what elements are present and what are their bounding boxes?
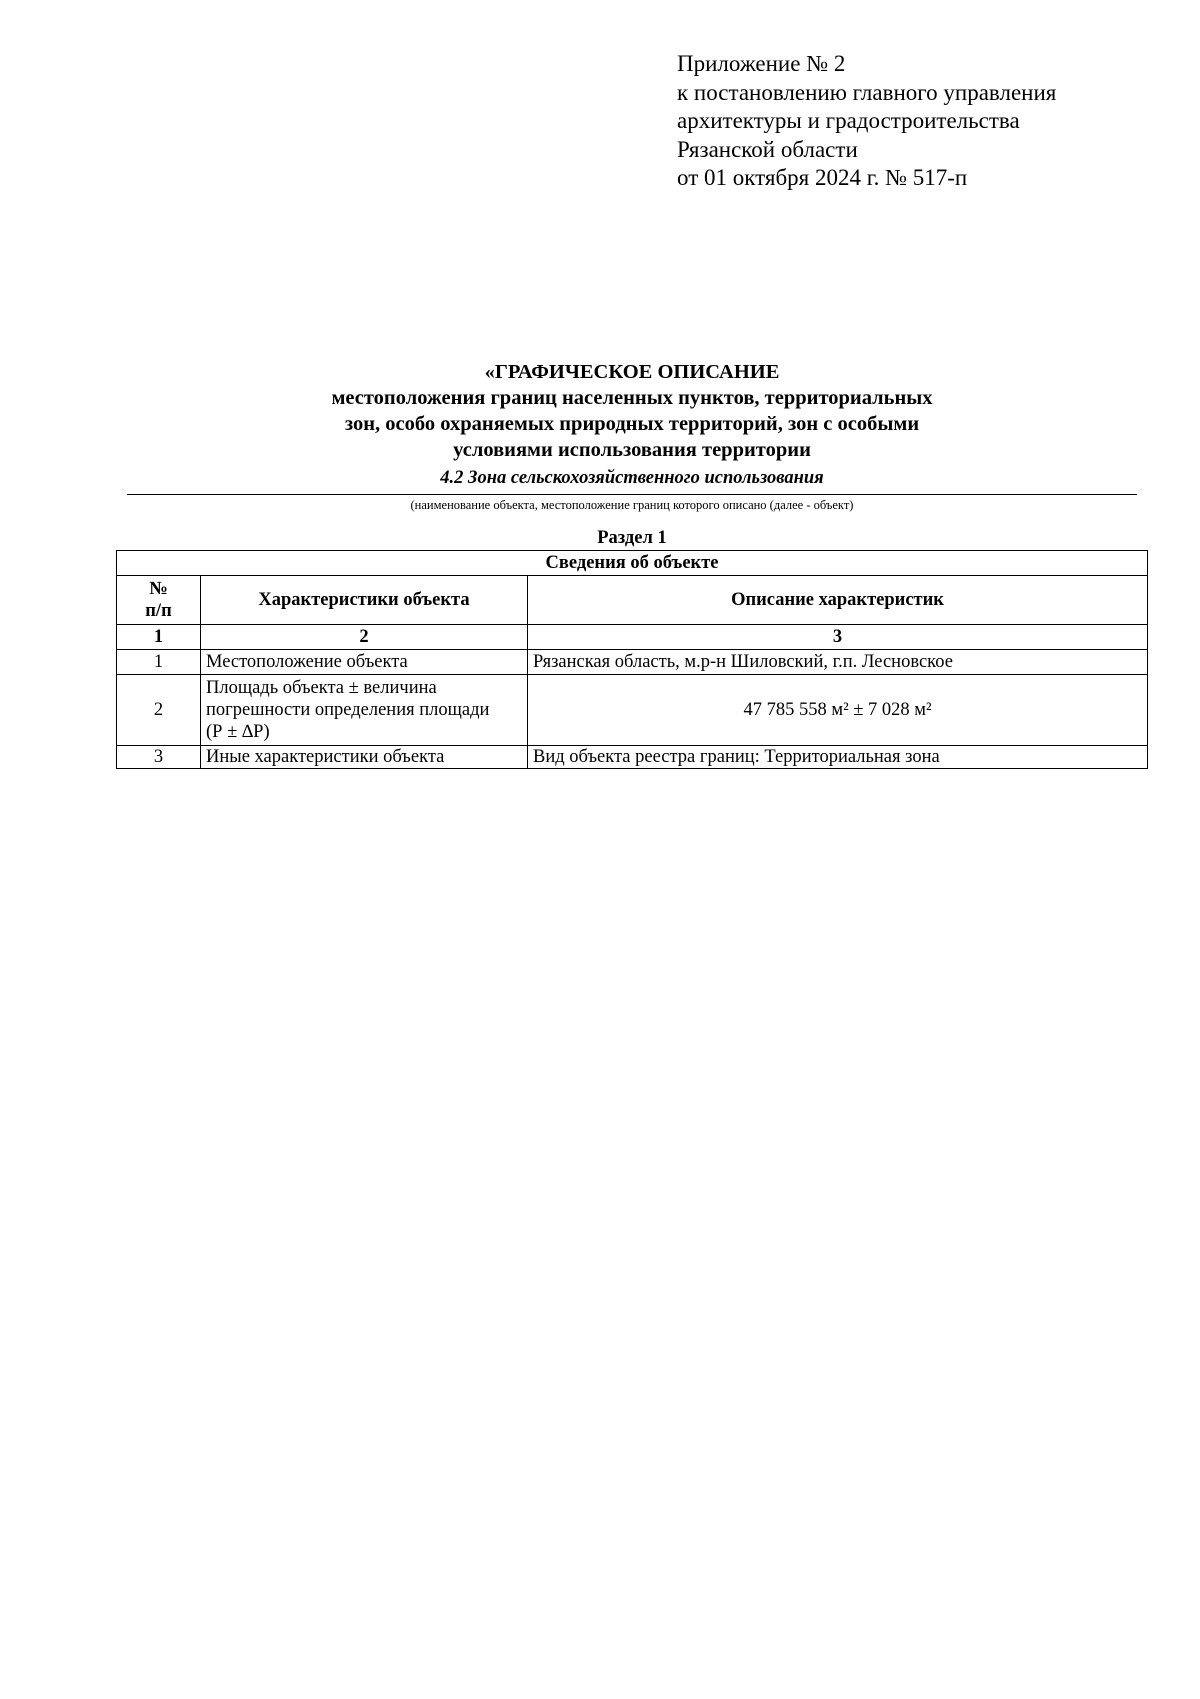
table-row xyxy=(117,746,1148,769)
document-title xyxy=(127,359,1137,463)
appendix-date-line: от 01 октября 2024 г. № 517-п xyxy=(677,165,968,190)
object-name: 4.2 Зона сельскохозяйственного использования xyxy=(440,468,824,488)
row-description: 47 785 558 м² ± 7 028 м² xyxy=(528,675,1148,746)
appendix-line: Приложение № 2 xyxy=(677,51,846,76)
header-num xyxy=(117,576,201,625)
title-line: «ГРАФИЧЕСКОЕ ОПИСАНИЕ xyxy=(484,361,780,383)
row-num: 2 xyxy=(117,675,201,746)
header-num-line: п/п xyxy=(145,601,172,621)
appendix-line: Рязанской области xyxy=(677,136,858,162)
table-row xyxy=(117,675,1148,746)
column-number: 1 xyxy=(117,625,201,650)
header-num-line: № xyxy=(149,579,168,599)
appendix-line: к постановлению главного управления xyxy=(677,79,1057,105)
section-title: Раздел 1 xyxy=(597,528,667,548)
object-caption: (наименование объекта, местоположение границ которого описано (далее - объект) xyxy=(410,498,854,512)
table-row xyxy=(117,650,1148,675)
row-characteristic-line: (Р ± ∆Р) xyxy=(206,722,270,742)
row-description: Вид объекта реестра границ: Территориальная зона xyxy=(528,746,1148,769)
header-characteristics: Характеристики объекта xyxy=(201,576,528,625)
title-line: зон, особо охраняемых природных территорий, зон с особыми xyxy=(344,413,920,435)
table-column-numbers-row xyxy=(117,625,1148,650)
column-number: 3 xyxy=(528,625,1148,650)
table-caption: Сведения об объекте xyxy=(117,551,1148,576)
table-caption-row xyxy=(117,551,1148,576)
object-name-underline xyxy=(127,494,1137,495)
row-num: 3 xyxy=(117,746,201,769)
column-number: 2 xyxy=(201,625,528,650)
header-description: Описание характеристик xyxy=(528,576,1148,625)
object-info-table xyxy=(116,550,1148,769)
title-line: местоположения границ населенных пунктов, территориальных xyxy=(331,387,933,409)
row-characteristic: Иные характеристики объекта xyxy=(201,746,528,769)
table-header-row xyxy=(117,576,1148,625)
title-line: условиями использования территории xyxy=(453,439,811,461)
appendix-line: архитектуры и градостроительства xyxy=(677,108,1020,133)
row-characteristic-line: погрешности определения площади xyxy=(206,700,490,720)
row-characteristic xyxy=(201,675,528,746)
row-description: Рязанская область, м.р-н Шиловский, г.п. Лесновское xyxy=(528,650,1148,675)
row-characteristic: Местоположение объекта xyxy=(201,650,528,675)
appendix-block xyxy=(677,50,1056,193)
row-num: 1 xyxy=(117,650,201,675)
row-characteristic-line: Площадь объекта ± величина xyxy=(206,678,437,698)
